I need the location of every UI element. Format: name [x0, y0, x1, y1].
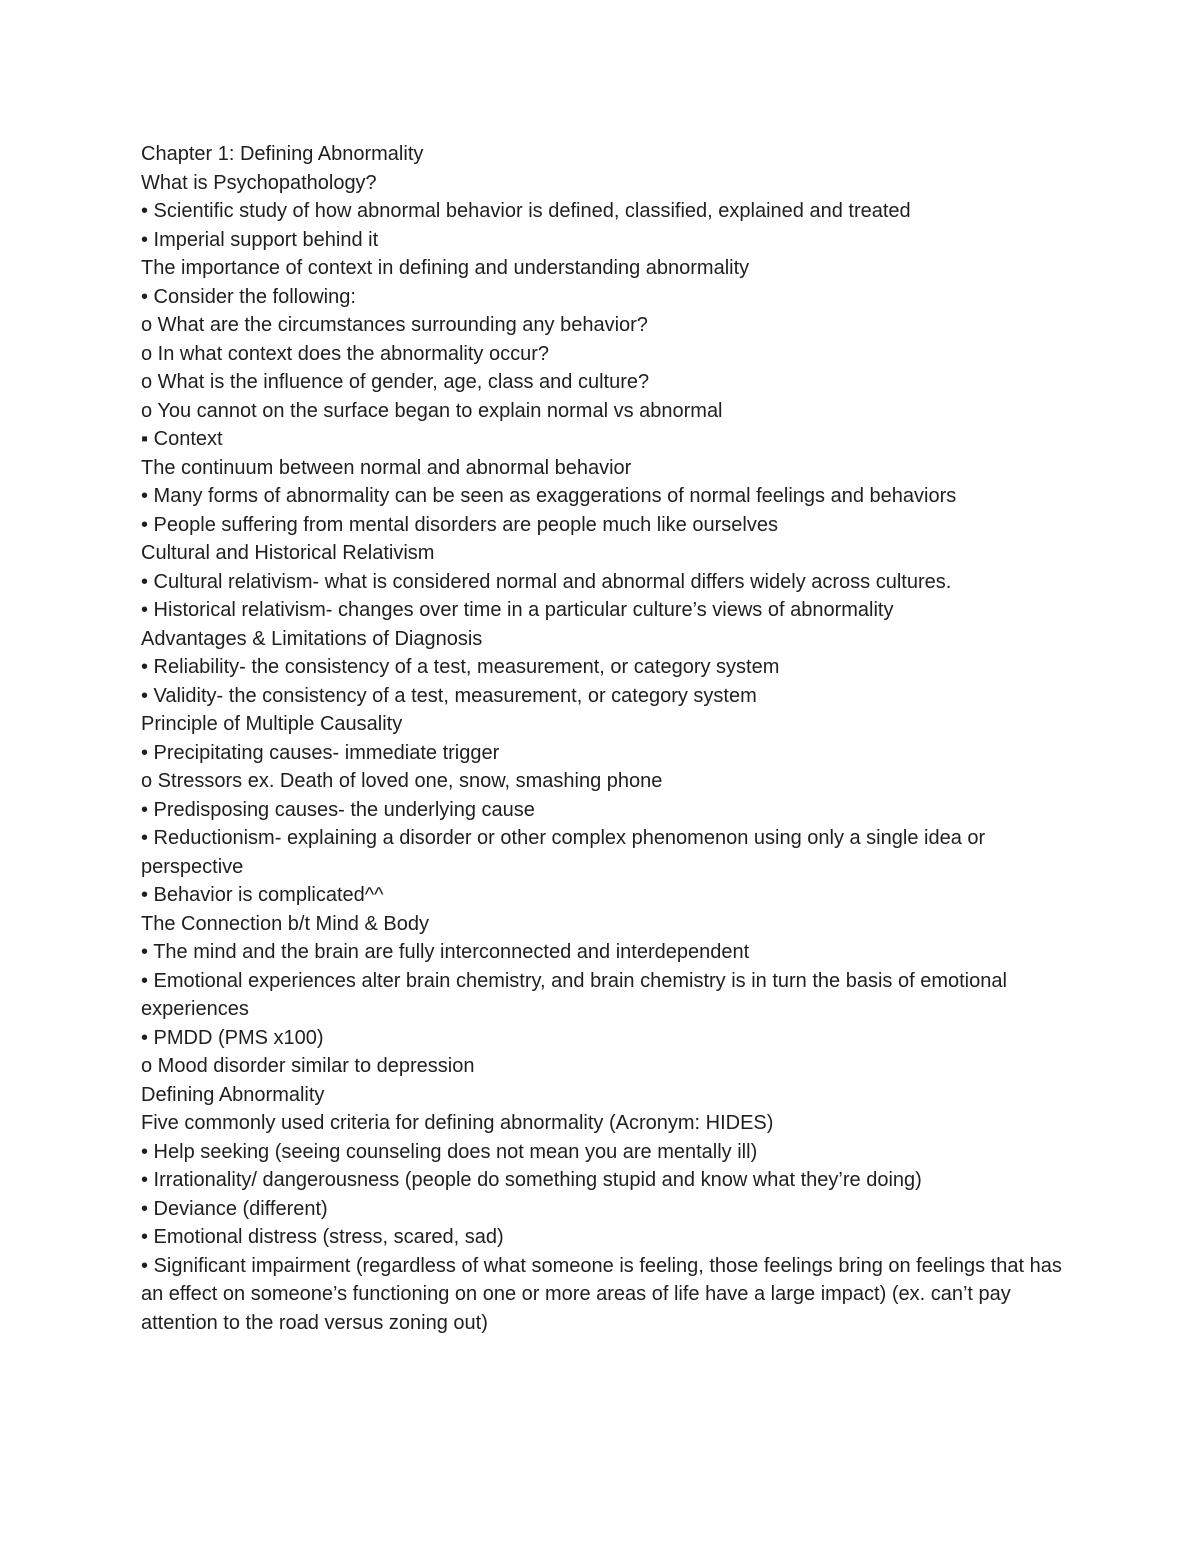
- bullet-item: • PMDD (PMS x100): [141, 1026, 324, 1049]
- bullet-item: • Reliability- the consistency of a test, measurement, or category system: [141, 656, 780, 678]
- bullet-item: • Scientific study of how abnormal behavior is defined, classified, explained and treated: [141, 200, 911, 222]
- sub-bullet-item: o Mood disorder similar to depression: [141, 1055, 475, 1077]
- bullet-item: • Irrationality/ dangerousness (people do something stupid and know what they’re doing): [141, 1169, 922, 1191]
- bullet-item: • Deviance (different): [141, 1197, 328, 1220]
- bullet-item: • Predisposing causes- the underlying cause: [141, 798, 535, 821]
- bullet-item: • Validity- the consistency of a test, measurement, or category system: [141, 684, 757, 707]
- bullet-item: • Many forms of abnormality can be seen as exaggerations of normal feelings and behaviors: [141, 485, 957, 507]
- bullet-item: • Significant impairment (regardless of what someone is feeling, those feelings bring on feelings that has an effect on someone’s functioning on one or more areas of life have a large impact) (ex. can’t pay attention to the road versus zoning out): [141, 1254, 1062, 1334]
- sub-bullet-item: o Stressors ex. Death of loved one, snow, smashing phone: [141, 770, 663, 792]
- bullet-item: • Imperial support behind it: [141, 228, 379, 251]
- document-body: [141, 140, 1071, 1337]
- section-heading: The importance of context in defining and understanding abnormality: [141, 257, 750, 279]
- bullet-item: • Behavior is complicated^^: [141, 884, 384, 906]
- bullet-item: • Emotional distress (stress, scared, sad): [141, 1226, 504, 1248]
- bullet-item: • Precipitating causes- immediate trigger: [141, 741, 500, 764]
- section-heading: Defining Abnormality: [141, 1083, 325, 1106]
- sub-bullet-item: o In what context does the abnormality occur?: [141, 342, 550, 365]
- bullet-item: • Help seeking (seeing counseling does not mean you are mentally ill): [141, 1140, 758, 1163]
- section-heading: The Connection b/t Mind & Body: [141, 912, 429, 935]
- sub-bullet-item: o What is the influence of gender, age, class and culture?: [141, 371, 650, 393]
- section-heading: Cultural and Historical Relativism: [141, 542, 435, 564]
- bullet-item: • Consider the following:: [141, 285, 356, 308]
- section-heading: Advantages & Limitations of Diagnosis: [141, 627, 483, 650]
- section-heading: What is Psychopathology?: [141, 171, 377, 194]
- sub-bullet-item: o What are the circumstances surrounding any behavior?: [141, 314, 648, 336]
- sub-sub-bullet-item: ▪ Context: [141, 428, 223, 450]
- bullet-item: • Cultural relativism- what is considered normal and abnormal differs widely across cultures.: [141, 570, 952, 593]
- sub-bullet-item: o You cannot on the surface began to explain normal vs abnormal: [141, 399, 723, 422]
- bullet-item: • Reductionism- explaining a disorder or other complex phenomenon using only a single idea or perspective: [141, 827, 986, 878]
- section-heading: The continuum between normal and abnormal behavior: [141, 456, 632, 479]
- section-heading: Principle of Multiple Causality: [141, 713, 403, 735]
- bullet-item: • People suffering from mental disorders are people much like ourselves: [141, 513, 778, 536]
- chapter-title: Chapter 1: Defining Abnormality: [141, 143, 424, 165]
- bullet-item: • Historical relativism- changes over time in a particular culture’s views of abnormality: [141, 599, 894, 621]
- paragraph: Five commonly used criteria for defining abnormality (Acronym: HIDES): [141, 1112, 774, 1134]
- bullet-item: • Emotional experiences alter brain chemistry, and brain chemistry is in turn the basis of emotional experiences: [141, 969, 1007, 1020]
- bullet-item: • The mind and the brain are fully interconnected and interdependent: [141, 941, 750, 963]
